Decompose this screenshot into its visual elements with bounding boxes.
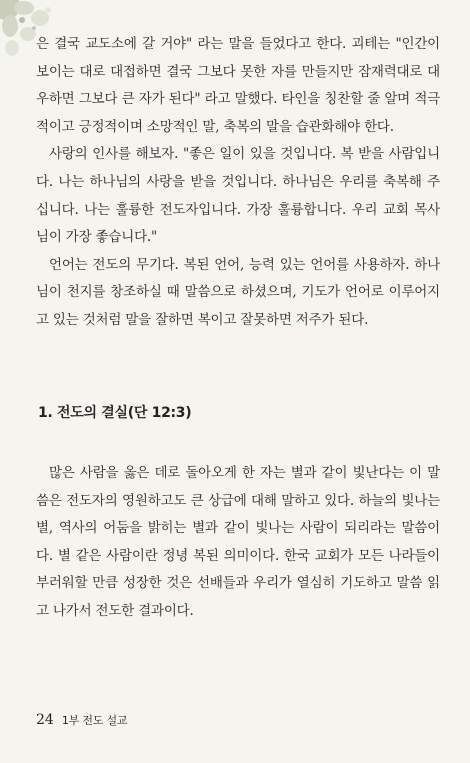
running-title: 1부 전도 설교 — [61, 714, 128, 727]
page-footer — [36, 712, 127, 728]
section-heading: 1. 전도의 결실(단 12:3) — [38, 405, 192, 421]
body-text — [36, 31, 440, 335]
section-paragraph: 많은 사람을 옳은 데로 돌아오게 한 자는 별과 같이 빛난다는 이 말씀은 전도자의 영원하고도 큰 상급에 대해 말하고 있다. 하늘의 빛나는 별, 역사의 어둠을 밝히는 별과 같이 빛나는 사람이 되리라는 말씀이다. 별 같은 사람이란 정녕 복된 의미이다. 한국 교회가 모든 나라들이 부러워할 만큼 성장한 것은 선배들과 우리가 열심히 기도하고 말씀 읽고 나가서 전도한 결과이다. — [36, 465, 440, 619]
section-body — [36, 460, 440, 626]
paragraph-2: 사랑의 인사를 해보자. "좋은 일이 있을 것입니다. 복 받을 사람입니다. 나는 하나님의 사랑을 받을 것입니다. 하나님은 우리를 축복해 주십니다. 나는 훌륭한 전도자입니다. 가장 훌륭합니다. 우리 교회 목사님이 가장 좋습니다." — [36, 146, 440, 246]
paragraph-1: 은 결국 교도소에 갈 거야" 라는 말을 들었다고 한다. 괴테는 "인간이 보이는 대로 대접하면 결국 그보다 못한 자를 만들지만 잠재력대로 대우하면 그보다 큰 자가 된다" 라고 말했다. 타인을 칭찬할 줄 알며 적극적이고 긍정적이며 소망적인 말, 축복의 말을 습관화해야 한다. — [36, 36, 440, 135]
paragraph-3: 언어는 전도의 무기다. 복된 언어, 능력 있는 언어를 사용하자. 하나님이 천지를 창조하실 때 말씀으로 하셨으며, 기도가 언어로 이루어지고 있는 것처럼 말을 잘하면 복이고 잘못하면 저주가 된다. — [36, 256, 440, 328]
page-number: 24 — [36, 712, 54, 728]
